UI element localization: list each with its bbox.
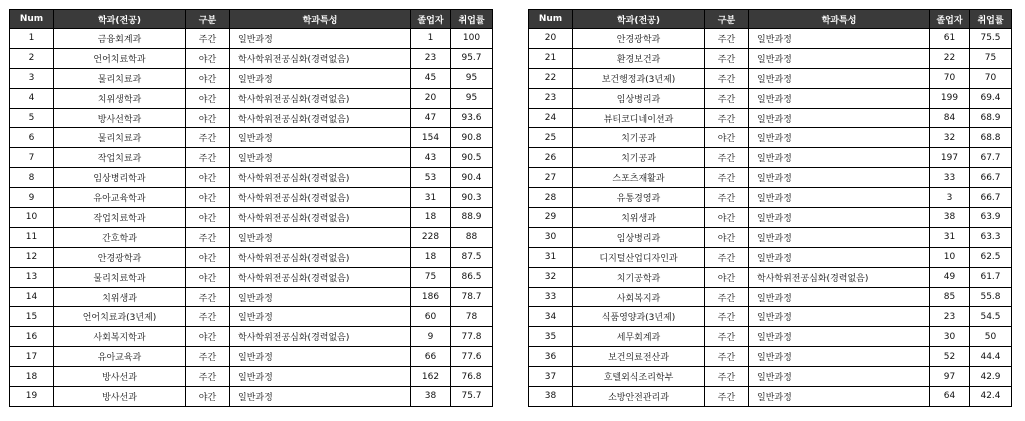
- employment-rate-cell: 77.8: [451, 327, 493, 347]
- program-type-cell: 일반과정: [230, 227, 411, 247]
- division-cell: 주간: [186, 367, 230, 387]
- division-cell: 야간: [186, 168, 230, 188]
- table-row: [10, 108, 493, 128]
- program-type-cell: 일반과정: [749, 148, 930, 168]
- program-type-cell: 일반과정: [230, 29, 411, 49]
- division-cell: 주간: [705, 367, 749, 387]
- num-cell: 27: [529, 168, 573, 188]
- graduates-cell: 22: [930, 48, 970, 68]
- graduates-cell: 75: [411, 267, 451, 287]
- department-cell: 식품영양과(3년제): [573, 307, 705, 327]
- num-cell: 11: [10, 227, 54, 247]
- program-type-cell: 일반과정: [749, 68, 930, 88]
- employment-table-right: [528, 9, 1012, 407]
- program-type-cell: 일반과정: [230, 148, 411, 168]
- num-cell: 6: [10, 128, 54, 148]
- employment-rate-cell: 54.5: [970, 307, 1012, 327]
- header-division: 구분: [186, 10, 230, 29]
- table-row: [529, 48, 1012, 68]
- department-cell: 방사선학과: [54, 108, 186, 128]
- num-cell: 32: [529, 267, 573, 287]
- program-type-cell: 일반과정: [749, 29, 930, 49]
- graduates-cell: 1: [411, 29, 451, 49]
- num-cell: 10: [10, 208, 54, 228]
- division-cell: 주간: [705, 68, 749, 88]
- program-type-cell: 학사학위전공심화(경력없음): [230, 208, 411, 228]
- division-cell: 야간: [186, 327, 230, 347]
- header-graduates: 졸업자: [411, 10, 451, 29]
- department-cell: 세무회계과: [573, 327, 705, 347]
- table-body: [10, 29, 493, 407]
- division-cell: 주간: [705, 307, 749, 327]
- program-type-cell: 일반과정: [749, 347, 930, 367]
- num-cell: 8: [10, 168, 54, 188]
- table-row: [10, 188, 493, 208]
- header-employment-rate: 취업률: [451, 10, 493, 29]
- department-cell: 치기공과: [573, 128, 705, 148]
- program-type-cell: 일반과정: [749, 307, 930, 327]
- division-cell: 주간: [186, 148, 230, 168]
- table-row: [10, 327, 493, 347]
- department-cell: 물리치료과: [54, 68, 186, 88]
- employment-rate-cell: 76.8: [451, 367, 493, 387]
- department-cell: 뷰티코디네이션과: [573, 108, 705, 128]
- employment-rate-cell: 62.5: [970, 247, 1012, 267]
- graduates-cell: 154: [411, 128, 451, 148]
- employment-rate-cell: 70: [970, 68, 1012, 88]
- table-row: [10, 387, 493, 407]
- employment-rate-cell: 100: [451, 29, 493, 49]
- table-row: [10, 88, 493, 108]
- program-type-cell: 일반과정: [749, 287, 930, 307]
- header-division: 구분: [705, 10, 749, 29]
- program-type-cell: 학사학위전공심화(경력없음): [230, 267, 411, 287]
- employment-rate-cell: 88.9: [451, 208, 493, 228]
- division-cell: 주간: [705, 188, 749, 208]
- employment-rate-cell: 77.6: [451, 347, 493, 367]
- employment-rate-cell: 95: [451, 68, 493, 88]
- program-type-cell: 일반과정: [749, 188, 930, 208]
- table-row: [10, 347, 493, 367]
- table-row: [10, 367, 493, 387]
- division-cell: 야간: [186, 108, 230, 128]
- department-cell: 소방안전관리과: [573, 387, 705, 407]
- employment-rate-cell: 63.9: [970, 208, 1012, 228]
- employment-rate-cell: 63.3: [970, 227, 1012, 247]
- department-cell: 안경광학과: [573, 29, 705, 49]
- num-cell: 35: [529, 327, 573, 347]
- table-row: [10, 68, 493, 88]
- table-row: [529, 188, 1012, 208]
- num-cell: 31: [529, 247, 573, 267]
- num-cell: 14: [10, 287, 54, 307]
- graduates-cell: 64: [930, 387, 970, 407]
- department-cell: 유아교육학과: [54, 188, 186, 208]
- table-row: [529, 247, 1012, 267]
- department-cell: 디지털산업디자인과: [573, 247, 705, 267]
- employment-rate-cell: 66.7: [970, 188, 1012, 208]
- table-header-row: [10, 10, 493, 29]
- graduates-cell: 9: [411, 327, 451, 347]
- table-row: [529, 287, 1012, 307]
- department-cell: 방사선과: [54, 367, 186, 387]
- employment-rate-cell: 93.6: [451, 108, 493, 128]
- table-row: [10, 148, 493, 168]
- department-cell: 작업치료학과: [54, 208, 186, 228]
- department-cell: 물리치료과: [54, 128, 186, 148]
- num-cell: 5: [10, 108, 54, 128]
- program-type-cell: 일반과정: [749, 48, 930, 68]
- graduates-cell: 85: [930, 287, 970, 307]
- num-cell: 1: [10, 29, 54, 49]
- table-row: [529, 267, 1012, 287]
- division-cell: 야간: [186, 387, 230, 407]
- employment-rate-cell: 66.7: [970, 168, 1012, 188]
- department-cell: 사회복지과: [573, 287, 705, 307]
- table-row: [10, 48, 493, 68]
- program-type-cell: 일반과정: [749, 168, 930, 188]
- division-cell: 주간: [186, 128, 230, 148]
- employment-rate-cell: 78: [451, 307, 493, 327]
- division-cell: 야간: [186, 247, 230, 267]
- graduates-cell: 70: [930, 68, 970, 88]
- program-type-cell: 일반과정: [230, 347, 411, 367]
- num-cell: 12: [10, 247, 54, 267]
- table-row: [529, 68, 1012, 88]
- department-cell: 스포츠재활과: [573, 168, 705, 188]
- graduates-cell: 61: [930, 29, 970, 49]
- graduates-cell: 30: [930, 327, 970, 347]
- graduates-cell: 60: [411, 307, 451, 327]
- department-cell: 언어치료학과: [54, 48, 186, 68]
- num-cell: 33: [529, 287, 573, 307]
- employment-rate-cell: 69.4: [970, 88, 1012, 108]
- graduates-cell: 3: [930, 188, 970, 208]
- department-cell: 보건의료전산과: [573, 347, 705, 367]
- division-cell: 주간: [705, 29, 749, 49]
- program-type-cell: 일반과정: [749, 247, 930, 267]
- graduates-cell: 45: [411, 68, 451, 88]
- employment-table-left: [9, 9, 493, 407]
- department-cell: 치기공학과: [573, 267, 705, 287]
- department-cell: 물리치료학과: [54, 267, 186, 287]
- table-row: [529, 208, 1012, 228]
- department-cell: 안경광학과: [54, 247, 186, 267]
- num-cell: 2: [10, 48, 54, 68]
- header-department: 학과(전공): [573, 10, 705, 29]
- program-type-cell: 일반과정: [749, 367, 930, 387]
- table-row: [529, 168, 1012, 188]
- table-row: [529, 367, 1012, 387]
- graduates-cell: 18: [411, 247, 451, 267]
- employment-rate-cell: 95.7: [451, 48, 493, 68]
- num-cell: 20: [529, 29, 573, 49]
- table-row: [529, 148, 1012, 168]
- table-row: [10, 307, 493, 327]
- table-row: [10, 247, 493, 267]
- num-cell: 13: [10, 267, 54, 287]
- division-cell: 주간: [705, 148, 749, 168]
- num-cell: 25: [529, 128, 573, 148]
- header-program-type: 학과특성: [749, 10, 930, 29]
- program-type-cell: 일반과정: [230, 387, 411, 407]
- graduates-cell: 66: [411, 347, 451, 367]
- graduates-cell: 33: [930, 168, 970, 188]
- department-cell: 치위생과: [573, 208, 705, 228]
- employment-rate-cell: 68.8: [970, 128, 1012, 148]
- num-cell: 26: [529, 148, 573, 168]
- num-cell: 34: [529, 307, 573, 327]
- table-row: [529, 347, 1012, 367]
- division-cell: 야간: [186, 188, 230, 208]
- division-cell: 주간: [186, 347, 230, 367]
- employment-rate-cell: 90.3: [451, 188, 493, 208]
- department-cell: 호텔외식조리학부: [573, 367, 705, 387]
- employment-rate-cell: 78.7: [451, 287, 493, 307]
- program-type-cell: 일반과정: [749, 387, 930, 407]
- division-cell: 주간: [705, 387, 749, 407]
- num-cell: 16: [10, 327, 54, 347]
- table-row: [529, 227, 1012, 247]
- graduates-cell: 32: [930, 128, 970, 148]
- num-cell: 23: [529, 88, 573, 108]
- graduates-cell: 43: [411, 148, 451, 168]
- num-cell: 37: [529, 367, 573, 387]
- division-cell: 야간: [186, 208, 230, 228]
- employment-rate-cell: 87.5: [451, 247, 493, 267]
- graduates-cell: 23: [930, 307, 970, 327]
- num-cell: 38: [529, 387, 573, 407]
- program-type-cell: 학사학위전공심화(경력없음): [230, 48, 411, 68]
- graduates-cell: 31: [411, 188, 451, 208]
- header-num: Num: [529, 10, 573, 29]
- program-type-cell: 학사학위전공심화(경력없음): [230, 108, 411, 128]
- program-type-cell: 일반과정: [230, 128, 411, 148]
- division-cell: 야간: [186, 68, 230, 88]
- employment-rate-cell: 88: [451, 227, 493, 247]
- employment-rate-cell: 90.4: [451, 168, 493, 188]
- graduates-cell: 97: [930, 367, 970, 387]
- num-cell: 15: [10, 307, 54, 327]
- graduates-cell: 23: [411, 48, 451, 68]
- department-cell: 임상병리과: [573, 88, 705, 108]
- division-cell: 주간: [705, 88, 749, 108]
- program-type-cell: 일반과정: [749, 88, 930, 108]
- program-type-cell: 학사학위전공심화(경력없음): [230, 327, 411, 347]
- num-cell: 19: [10, 387, 54, 407]
- employment-rate-cell: 90.5: [451, 148, 493, 168]
- program-type-cell: 학사학위전공심화(경력없음): [230, 188, 411, 208]
- graduates-cell: 84: [930, 108, 970, 128]
- table-row: [10, 267, 493, 287]
- division-cell: 주간: [705, 48, 749, 68]
- table-row: [10, 29, 493, 49]
- graduates-cell: 49: [930, 267, 970, 287]
- header-num: Num: [10, 10, 54, 29]
- department-cell: 작업치료과: [54, 148, 186, 168]
- num-cell: 36: [529, 347, 573, 367]
- department-cell: 방사선과: [54, 387, 186, 407]
- graduates-cell: 199: [930, 88, 970, 108]
- num-cell: 9: [10, 188, 54, 208]
- division-cell: 주간: [705, 287, 749, 307]
- program-type-cell: 일반과정: [230, 367, 411, 387]
- program-type-cell: 일반과정: [749, 208, 930, 228]
- num-cell: 17: [10, 347, 54, 367]
- program-type-cell: 학사학위전공심화(경력없음): [230, 168, 411, 188]
- employment-rate-cell: 42.9: [970, 367, 1012, 387]
- table-row: [10, 287, 493, 307]
- table-row: [529, 387, 1012, 407]
- employment-rate-cell: 67.7: [970, 148, 1012, 168]
- department-cell: 치위생학과: [54, 88, 186, 108]
- division-cell: 주간: [186, 307, 230, 327]
- program-type-cell: 학사학위전공심화(경력없음): [230, 88, 411, 108]
- division-cell: 야간: [186, 267, 230, 287]
- division-cell: 주간: [186, 29, 230, 49]
- department-cell: 유통경영과: [573, 188, 705, 208]
- division-cell: 주간: [705, 108, 749, 128]
- division-cell: 야간: [705, 267, 749, 287]
- table-row: [529, 327, 1012, 347]
- graduates-cell: 186: [411, 287, 451, 307]
- department-cell: 임상병리학과: [54, 168, 186, 188]
- program-type-cell: 학사학위전공심화(경력없음): [749, 267, 930, 287]
- division-cell: 주간: [705, 247, 749, 267]
- department-cell: 치위생과: [54, 287, 186, 307]
- graduates-cell: 47: [411, 108, 451, 128]
- division-cell: 야간: [705, 227, 749, 247]
- employment-rate-cell: 95: [451, 88, 493, 108]
- num-cell: 28: [529, 188, 573, 208]
- employment-rate-cell: 86.5: [451, 267, 493, 287]
- employment-rate-cell: 75: [970, 48, 1012, 68]
- department-cell: 간호학과: [54, 227, 186, 247]
- table-row: [529, 108, 1012, 128]
- division-cell: 야간: [705, 128, 749, 148]
- division-cell: 주간: [705, 327, 749, 347]
- employment-rate-cell: 75.7: [451, 387, 493, 407]
- employment-rate-cell: 44.4: [970, 347, 1012, 367]
- graduates-cell: 38: [930, 208, 970, 228]
- table-row: [529, 29, 1012, 49]
- department-cell: 사회복지학과: [54, 327, 186, 347]
- employment-rate-cell: 50: [970, 327, 1012, 347]
- header-program-type: 학과특성: [230, 10, 411, 29]
- header-graduates: 졸업자: [930, 10, 970, 29]
- num-cell: 24: [529, 108, 573, 128]
- department-cell: 치기공과: [573, 148, 705, 168]
- num-cell: 7: [10, 148, 54, 168]
- table-row: [10, 227, 493, 247]
- num-cell: 29: [529, 208, 573, 228]
- division-cell: 주간: [186, 227, 230, 247]
- program-type-cell: 일반과정: [230, 307, 411, 327]
- program-type-cell: 일반과정: [749, 327, 930, 347]
- division-cell: 야간: [705, 208, 749, 228]
- department-cell: 금융회계과: [54, 29, 186, 49]
- division-cell: 야간: [186, 48, 230, 68]
- graduates-cell: 162: [411, 367, 451, 387]
- num-cell: 22: [529, 68, 573, 88]
- num-cell: 3: [10, 68, 54, 88]
- table-row: [529, 307, 1012, 327]
- program-type-cell: 일반과정: [230, 287, 411, 307]
- program-type-cell: 일반과정: [749, 108, 930, 128]
- graduates-cell: 38: [411, 387, 451, 407]
- program-type-cell: 학사학위전공심화(경력없음): [230, 247, 411, 267]
- table-row: [10, 128, 493, 148]
- table-body: [529, 29, 1012, 407]
- graduates-cell: 10: [930, 247, 970, 267]
- program-type-cell: 일반과정: [749, 128, 930, 148]
- table-header-row: [529, 10, 1012, 29]
- employment-rate-cell: 55.8: [970, 287, 1012, 307]
- num-cell: 4: [10, 88, 54, 108]
- employment-rate-cell: 90.8: [451, 128, 493, 148]
- header-employment-rate: 취업률: [970, 10, 1012, 29]
- department-cell: 임상병리과: [573, 227, 705, 247]
- employment-rate-cell: 42.4: [970, 387, 1012, 407]
- graduates-cell: 20: [411, 88, 451, 108]
- graduates-cell: 53: [411, 168, 451, 188]
- table-row: [10, 208, 493, 228]
- employment-rate-cell: 68.9: [970, 108, 1012, 128]
- header-department: 학과(전공): [54, 10, 186, 29]
- num-cell: 18: [10, 367, 54, 387]
- num-cell: 21: [529, 48, 573, 68]
- department-cell: 언어치료과(3년제): [54, 307, 186, 327]
- employment-rate-cell: 61.7: [970, 267, 1012, 287]
- program-type-cell: 일반과정: [749, 227, 930, 247]
- division-cell: 야간: [186, 88, 230, 108]
- table-row: [10, 168, 493, 188]
- graduates-cell: 197: [930, 148, 970, 168]
- division-cell: 주간: [186, 287, 230, 307]
- department-cell: 환경보건과: [573, 48, 705, 68]
- program-type-cell: 일반과정: [230, 68, 411, 88]
- num-cell: 30: [529, 227, 573, 247]
- department-cell: 유아교육과: [54, 347, 186, 367]
- graduates-cell: 31: [930, 227, 970, 247]
- employment-rate-cell: 75.5: [970, 29, 1012, 49]
- department-cell: 보건행정과(3년제): [573, 68, 705, 88]
- table-row: [529, 88, 1012, 108]
- table-row: [529, 128, 1012, 148]
- graduates-cell: 52: [930, 347, 970, 367]
- graduates-cell: 18: [411, 208, 451, 228]
- division-cell: 주간: [705, 347, 749, 367]
- graduates-cell: 228: [411, 227, 451, 247]
- division-cell: 주간: [705, 168, 749, 188]
